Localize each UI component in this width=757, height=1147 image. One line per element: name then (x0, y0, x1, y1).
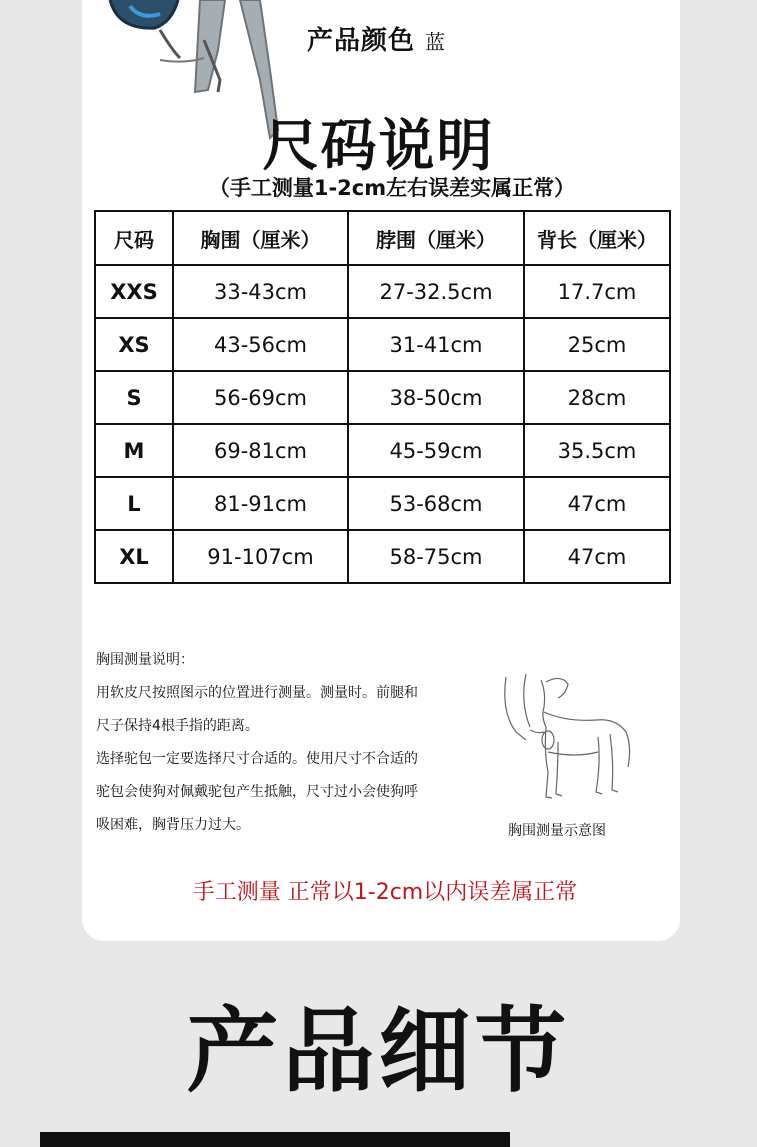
size-section-title: 尺码说明 (262, 114, 495, 179)
cropped-heading-fragment (40, 1132, 510, 1147)
size-table (94, 210, 671, 584)
product-detail-title: 产品细节 (186, 998, 571, 1105)
table-row (95, 318, 670, 371)
back-length-cell: 47cm (524, 530, 670, 583)
size-cell: L (95, 477, 173, 530)
chest-cell: 91-107cm (173, 530, 348, 583)
table-header-row (95, 211, 670, 265)
header-back-length: 背长（厘米） (524, 211, 670, 265)
product-color (307, 20, 446, 57)
back-length-cell: 35.5cm (524, 424, 670, 477)
measurement-note (96, 644, 466, 842)
size-cell: M (95, 424, 173, 477)
neck-cell: 27-32.5cm (348, 265, 524, 318)
neck-cell: 31-41cm (348, 318, 524, 371)
neck-cell: 58-75cm (348, 530, 524, 583)
note-line: 尺子保持4根手指的距离。 (96, 718, 259, 734)
back-length-cell: 47cm (524, 477, 670, 530)
chest-cell: 69-81cm (173, 424, 348, 477)
table-row (95, 371, 670, 424)
chest-cell: 33-43cm (173, 265, 348, 318)
note-line: 吸困难，胸背压力过大。 (96, 817, 250, 833)
chest-cell: 43-56cm (173, 318, 348, 371)
back-length-cell: 17.7cm (524, 265, 670, 318)
neck-cell: 53-68cm (348, 477, 524, 530)
note-line: 胸围测量说明： (96, 652, 194, 668)
table-row (95, 477, 670, 530)
header-size: 尺码 (95, 211, 173, 265)
header-chest: 胸围（厘米） (173, 211, 348, 265)
note-line: 用软皮尺按照图示的位置进行测量。测量时。前腿和 (96, 685, 418, 701)
chest-measurement-diagram (486, 672, 636, 807)
table-row (95, 265, 670, 318)
chest-cell: 56-69cm (173, 371, 348, 424)
note-line: 选择驼包一定要选择尺寸合适的。使用尺寸不合适的 (96, 751, 418, 767)
back-length-cell: 28cm (524, 371, 670, 424)
table-row (95, 424, 670, 477)
size-cell: XXS (95, 265, 173, 318)
size-cell: S (95, 371, 173, 424)
product-color-value: 蓝 (425, 30, 447, 54)
table-row (95, 530, 670, 583)
chest-cell: 81-91cm (173, 477, 348, 530)
error-tolerance-note: 手工测量 正常以1-2cm以内误差属正常 (192, 880, 578, 905)
note-line: 驼包会使狗对佩戴驼包产生抵触，尺寸过小会使狗呼 (96, 784, 418, 800)
size-cell: XS (95, 318, 173, 371)
header-neck: 脖围（厘米） (348, 211, 524, 265)
back-length-cell: 25cm (524, 318, 670, 371)
size-section-subtitle: （手工测量1-2cm左右误差实属正常） (208, 176, 576, 200)
diagram-caption: 胸围测量示意图 (508, 823, 606, 839)
neck-cell: 38-50cm (348, 371, 524, 424)
product-color-label: 产品颜色 (307, 26, 416, 56)
neck-cell: 45-59cm (348, 424, 524, 477)
size-cell: XL (95, 530, 173, 583)
